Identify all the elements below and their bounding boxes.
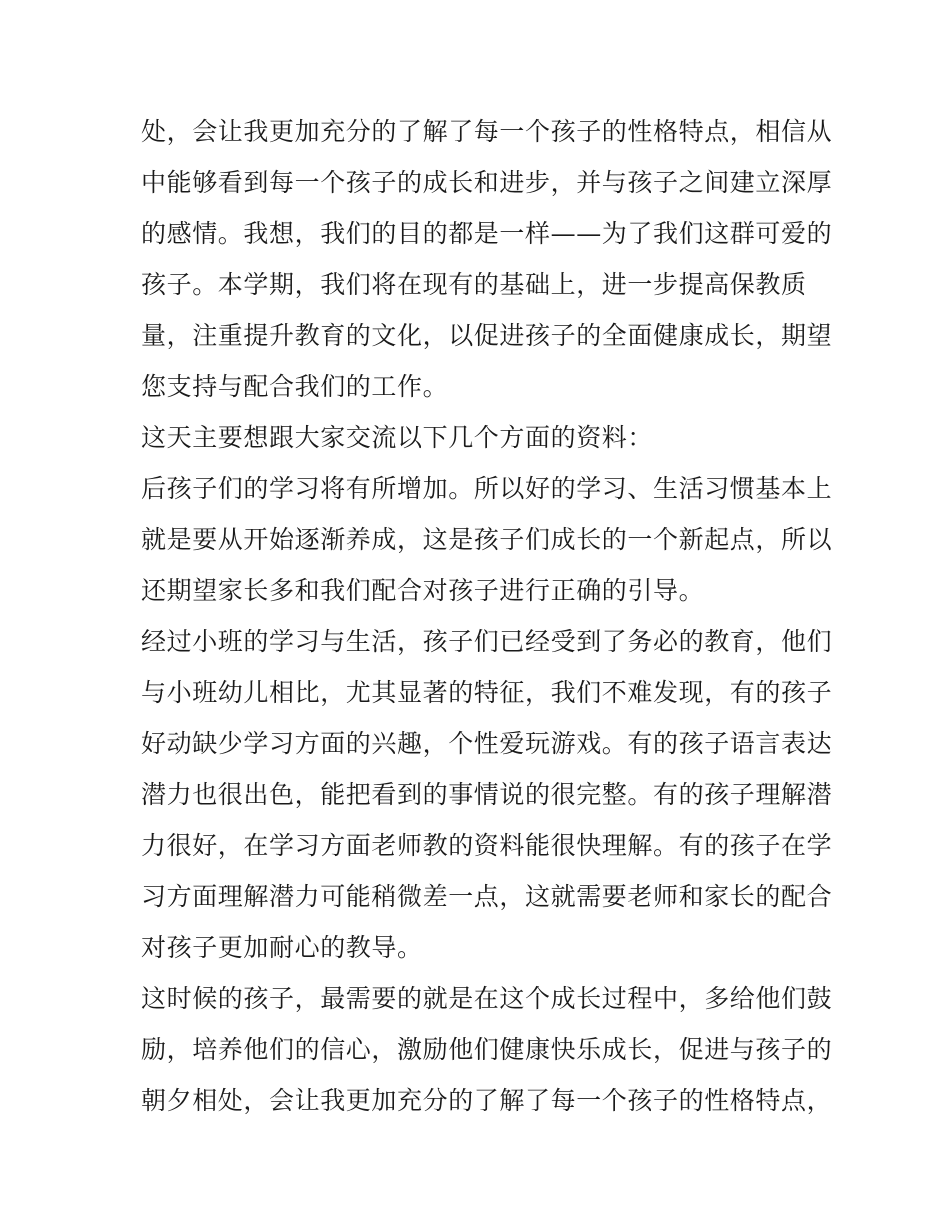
text-line: 这时候的孩子，最需要的就是在这个成长过程中，多给他们鼓 — [141, 984, 833, 1013]
text-line: 力很好，在学习方面老师教的资料能很快理解。有的孩子在学 — [141, 831, 833, 860]
text-line: 经过小班的学习与生活，孩子们已经受到了务必的教育，他们 — [141, 627, 833, 656]
text-line: 中能够看到每一个孩子的成长和进步，并与孩子之间建立深厚 — [141, 168, 833, 197]
text-line: 对孩子更加耐心的教导。 — [141, 933, 423, 962]
text-line: 的感情。我想，我们的目的都是一样——为了我们这群可爱的 — [141, 219, 833, 248]
text-line: 后孩子们的学习将有所增加。所以好的学习、生活习惯基本上 — [141, 474, 833, 503]
text-line: 孩子。本学期，我们将在现有的基础上，进一步提高保教质 — [141, 270, 807, 299]
text-line: 习方面理解潜力可能稍微差一点，这就需要老师和家长的配合 — [141, 882, 833, 911]
text-line: 您支持与配合我们的工作。 — [141, 372, 449, 401]
document-body — [141, 106, 833, 1126]
text-line: 就是要从开始逐渐养成，这是孩子们成长的一个新起点，所以 — [141, 525, 833, 554]
text-line: 还期望家长多和我们配合对孩子进行正确的引导。 — [141, 576, 705, 605]
text-line: 这天主要想跟大家交流以下几个方面的资料： — [141, 423, 654, 452]
text-line: 量，注重提升教育的文化，以促进孩子的全面健康成长，期望 — [141, 321, 833, 350]
text-line: 好动缺少学习方面的兴趣，个性爱玩游戏。有的孩子语言表达 — [141, 729, 833, 758]
text-line: 潜力也很出色，能把看到的事情说的很完整。有的孩子理解潜 — [141, 780, 833, 809]
text-line: 朝夕相处，会让我更加充分的了解了每一个孩子的性格特点， — [141, 1086, 833, 1115]
text-line: 与小班幼儿相比，尤其显著的特征，我们不难发现，有的孩子 — [141, 678, 833, 707]
text-line: 处，会让我更加充分的了解了每一个孩子的性格特点，相信从 — [141, 117, 833, 146]
text-line: 励，培养他们的信心，激励他们健康快乐成长，促进与孩子的 — [141, 1035, 833, 1064]
